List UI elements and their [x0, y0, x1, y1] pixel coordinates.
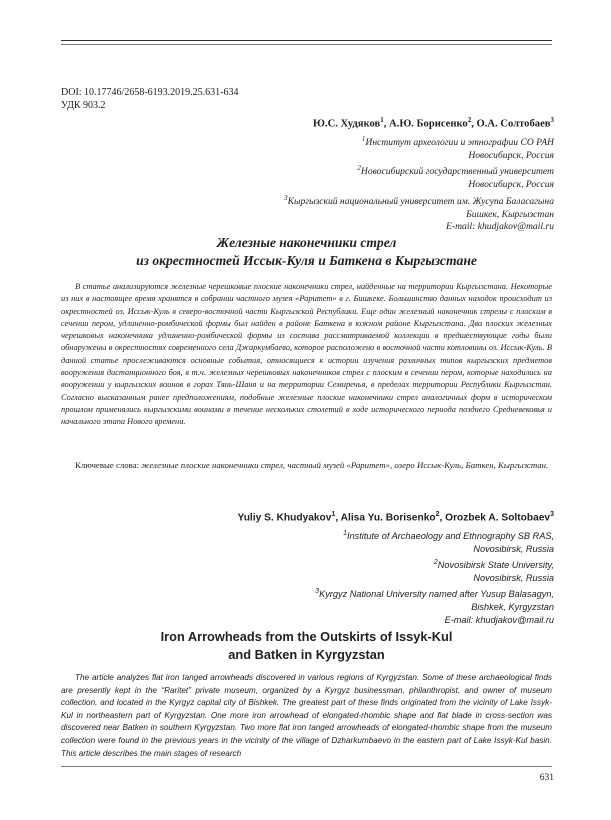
aff-sup: 3	[315, 588, 320, 596]
ru-article-title	[61, 234, 552, 270]
en-author: Yuliy S. Khudyakov	[237, 512, 332, 524]
en-aff-line: Kyrgyz National University named after Yusup Balasagyn,	[319, 589, 554, 600]
aff-sup: 2	[433, 559, 438, 567]
ru-authors: Ю.С. Худяков$^1$, А.Ю. Борисенко$^2$, О.А. Солтобаев$^3$	[313, 116, 554, 130]
en-title-line: Iron Arrowheads from the Outskirts of Issyk-Kul	[160, 629, 453, 644]
author-sup: 1	[331, 511, 336, 518]
en-title-line: and Batken in Kyrgyzstan	[228, 647, 385, 662]
en-email[interactable]: E-mail: khudjakov@mail.ru	[444, 615, 554, 626]
article-meta	[61, 87, 239, 112]
ru-aff-line: Новосибирский государственный университет	[360, 166, 554, 178]
en-article-title	[61, 628, 552, 664]
author-sup: 2	[435, 511, 440, 518]
keywords-label: Ключевые слова:	[75, 460, 140, 470]
author-sup: 2	[467, 116, 472, 124]
en-authors: Yuliy S. Khudyakov$^1$, Alisa Yu. Borisenko$^2$, Orozbek A. Soltobaev$^3$	[237, 511, 554, 524]
ru-aff-city: Бишкек, Кыргызстан	[466, 208, 554, 220]
ru-title-line: Железные наконечники стрел	[216, 235, 397, 250]
ru-email[interactable]: E-mail: khudjakov@mail.ru	[446, 221, 554, 233]
header-rule-thin	[61, 44, 552, 45]
ru-keywords	[61, 459, 552, 472]
ru-aff-city: Новосибирск, Россия	[468, 179, 554, 191]
ru-abstract: В статье анализируются железные черешковые плоские наконечники стрел, найденные на территории Кыргызстана. Некоторые из них в настоящее время хранятся в собрании частного музея «Раритет» в г. Бишкеке. Большинство данных находок происходит из окрестностей оз. Иссык-Куль в северо-восточной части Кыргызской Республики. Еще один железный наконечник стрелы с плоским в сечении пером, удлиненно-ромбической формы был найден в районе Баткена в южном районе Кыргызстана. Два плоских железных черешковых наконечника удлиненно-ромбической формы из состава рассматриваемой коллекции в предшествующие годы были обнаружены в окрестностях современного села Джаркумбаево, которое расположено в восточной части котловины оз. Иссык-Куль. В данной статье прослеживаются основные события, относящиеся к истории изучения различных типов кыргызских предметов вооружения дистанционного боя, в т.ч. железных черешковых наконечников стрел с плоским в сечении пером, которые находились на вооружении у кыргызских воинов в горах Тянь-Шаня и на территории Семиречья, в пределах территории Республики Кыргызстан. Согласно высказанным ранее предположениям, подобные железные плоские наконечники стрел аналогичных форм в историческом прошлом применялись кыргызскими воинами в течение нескольких столетий в ходе исторического периода позднего Средневековья и начального этапа Нового времени.	[61, 282, 552, 427]
footer-rule	[61, 766, 552, 767]
en-affiliations	[315, 527, 554, 627]
ru-title-line: из окрестностей Иссык-Куля и Баткена в Кыргызстане	[136, 253, 477, 268]
author-sup: 1	[380, 116, 384, 124]
author-sup: 3	[550, 116, 554, 124]
aff-sup: 2	[357, 164, 361, 173]
page-number: 631	[539, 773, 554, 783]
ru-aff-line: Кыргызский национальный университет им. Жусупа Баласагына	[287, 195, 554, 207]
header-rule-thick	[61, 40, 552, 41]
doi: DOI: 10.17746/2658-6193.2019.25.631-634	[61, 87, 239, 98]
author-sup: 3	[550, 511, 554, 518]
ru-author: О.А. Солтобаев	[476, 118, 551, 130]
ru-affiliations	[284, 133, 554, 234]
en-aff-city: Novosibirsk, Russia	[473, 573, 554, 584]
ru-author: Ю.С. Худяков	[313, 118, 381, 130]
en-aff-city: Bishkek, Kyrgyzstan	[471, 602, 554, 613]
en-aff-line: Novosibirsk State University,	[437, 560, 554, 571]
en-author: Orozbek A. Soltobaev	[445, 512, 551, 524]
aff-sup: 1	[343, 530, 347, 537]
keywords-text: железные плоские наконечники стрел, частный музей «Раритет», озеро Иссык-Куль, Баткен, Кыргызстан.	[141, 460, 549, 470]
ru-author: А.Ю. Борисенко	[389, 118, 468, 130]
en-author: Alisa Yu. Borisenko	[340, 512, 436, 524]
aff-sup: 1	[361, 135, 366, 143]
aff-sup: 3	[284, 193, 288, 202]
ru-aff-city: Новосибирск, Россия	[468, 149, 554, 161]
en-aff-city: Novosibirsk, Russia	[473, 544, 554, 555]
en-aff-line: Institute of Archaeology and Ethnography SB RAS,	[346, 531, 554, 542]
ru-aff-line: Институт археологии и этнографии СО РАН	[365, 137, 554, 149]
en-abstract: The article analyzes flat iron tanged arrowheads discovered in various regions of Kyrgyzstan. Some of these archaeological finds are presently kept in the “Raritet” private museum, organized by a Kyrgyz businessman, philanthropist, and owner of museum collection, and located in the Kyrgyz capital city of Bishkek. The greatest part of these finds originated from the vicinity of Lake Issyk-Kul in northeastern part of Kyrgyzstan. One more iron arrowhead of elongated-rhombic shape and flat blade in cross-section was discovered near Batken in southern Kyrgyzstan. Two more flat iron tanged arrowheads of elongated-rhombic shape from the museum collection were found in the previous years in the vicinity of the village of Dzharkumbaevo in the eastern part of Lake Issyk-Kul basin. This article describes the main stages of research	[61, 673, 552, 758]
udk: УДК 903.2	[61, 99, 106, 111]
